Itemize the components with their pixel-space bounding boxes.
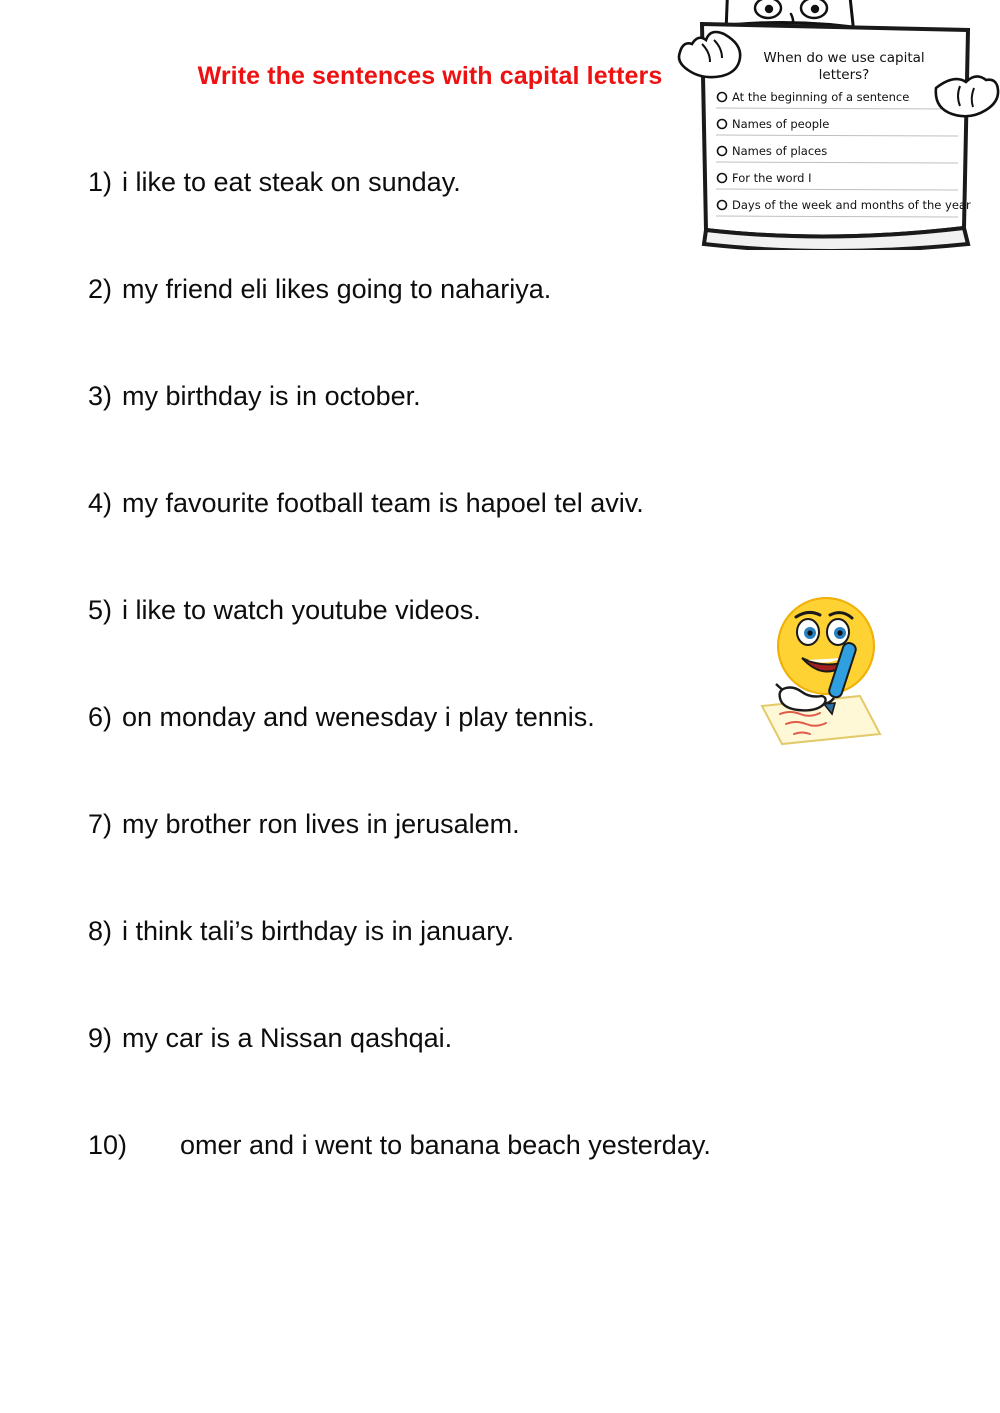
svg-text:For the word I: For the word I <box>732 171 812 185</box>
list-item <box>88 1024 918 1131</box>
item-number: 7) <box>88 809 113 839</box>
svg-text:letters?: letters? <box>818 67 870 83</box>
sentence-list <box>88 168 918 1238</box>
item-text: i like to eat steak on sunday. <box>122 167 461 197</box>
item-number: 5) <box>88 595 113 625</box>
item-text: my birthday is in october. <box>122 381 421 411</box>
list-item <box>88 1131 918 1238</box>
svg-text:Days of the week and months of: Days of the week and months of the year <box>732 198 971 212</box>
item-number: 8) <box>88 916 113 946</box>
svg-text:When do we use capital: When do we use capital <box>763 50 925 66</box>
item-text: my favourite football team is hapoel tel aviv. <box>122 488 644 518</box>
item-number: 1) <box>88 167 113 197</box>
list-item <box>88 810 918 917</box>
svg-text:At the beginning of a sentence: At the beginning of a sentence <box>732 90 910 104</box>
item-number: 6) <box>88 702 113 732</box>
item-number: 4) <box>88 488 113 518</box>
list-item <box>88 275 918 382</box>
item-number: 3) <box>88 381 113 411</box>
list-item <box>88 917 918 1024</box>
list-item <box>88 703 918 810</box>
list-item <box>88 168 918 275</box>
item-number: 10) <box>88 1130 128 1160</box>
list-item <box>88 489 918 596</box>
item-text: omer and i went to banana beach yesterday. <box>180 1130 711 1160</box>
item-number: 9) <box>88 1023 113 1053</box>
list-item <box>88 382 918 489</box>
item-text: i think tali’s birthday is in january. <box>122 916 515 946</box>
item-text: i like to watch youtube videos. <box>122 595 481 625</box>
svg-text:Names of places: Names of places <box>732 144 828 158</box>
item-text: on monday and wenesday i play tennis. <box>122 702 595 732</box>
page-title: Write the sentences with capital letters <box>197 62 663 90</box>
svg-text:Names of people: Names of people <box>732 117 830 131</box>
list-item <box>88 596 918 703</box>
item-text: my brother ron lives in jerusalem. <box>122 809 520 839</box>
item-number: 2) <box>88 274 113 304</box>
item-text: my car is a Nissan qashqai. <box>122 1023 453 1053</box>
item-text: my friend eli likes going to nahariya. <box>122 274 552 304</box>
